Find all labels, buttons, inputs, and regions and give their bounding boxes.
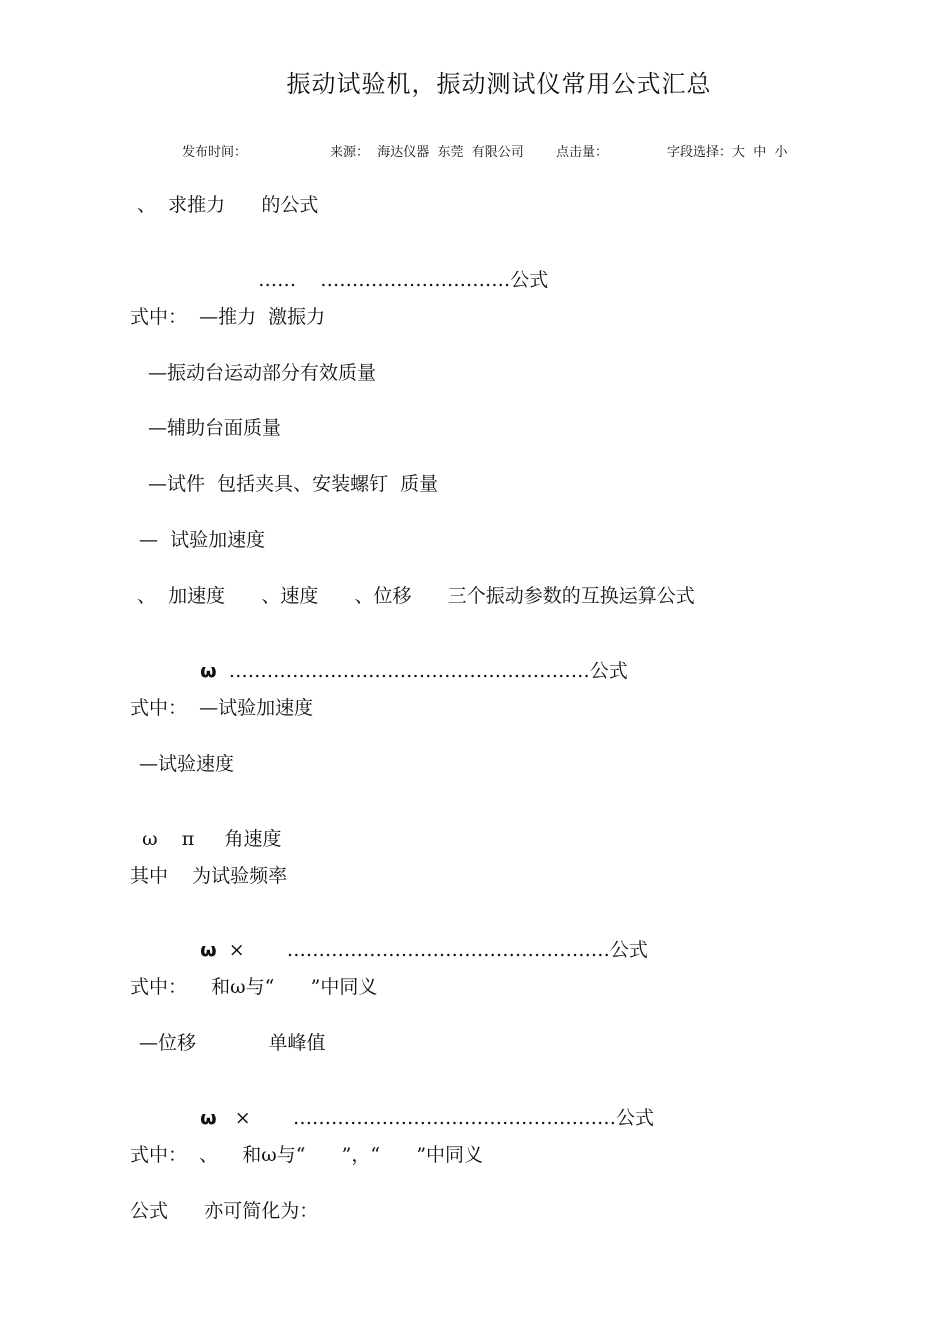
angular-velocity-label: 角速度 (224, 828, 282, 850)
font-size-selector[interactable]: 字段选择：大 中 小 (667, 145, 788, 160)
text-line: 其中 为试验频率 (130, 865, 288, 887)
pi-symbol: π (181, 828, 195, 850)
page-title: 振动试验机，振动测试仪常用公式汇总 (286, 70, 712, 98)
section-heading-thrust: 、 求推力 的公式 (137, 194, 319, 216)
text-line: —试验速度 (139, 753, 235, 775)
text-line: 式中： 和ω与“ ”中同义 (130, 976, 378, 998)
angular-velocity-line (130, 811, 281, 849)
times-symbol: × (228, 939, 245, 961)
formula-dots: ………………………………………………… (228, 660, 590, 682)
times-symbol: × (234, 1107, 251, 1129)
clicks-label: 点击量： (556, 145, 609, 160)
source-label: 来源： 海达仪器 东莞 有限公司 (330, 145, 524, 160)
text-line: —振动台运动部分有效质量 (148, 362, 377, 384)
formula-dots: …… ………………………… (258, 269, 511, 291)
formula-2 (188, 643, 628, 681)
publish-time-label: 发布时间： (182, 145, 248, 160)
text-line: 式中： —推力 激振力 (130, 306, 326, 328)
formula-label: 公式 (589, 660, 628, 682)
formula-dots: …………………………………………… (286, 939, 610, 961)
omega-symbol: ω (200, 939, 217, 961)
formula-4 (188, 1090, 654, 1128)
text-line: 式中： —试验加速度 (130, 697, 314, 719)
formula-label: 公式 (510, 269, 549, 291)
formula-3 (188, 922, 648, 960)
section-heading-conversion: 、 加速度 、速度 、位移 三个振动参数的互换运算公式 (137, 585, 695, 607)
text-line: —位移 单峰值 (139, 1032, 326, 1054)
text-line: — 试验加速度 (139, 529, 266, 551)
formula-label: 公式 (615, 1107, 654, 1129)
text-line: —试件 包括夹具、安装螺钉 质量 (148, 473, 439, 495)
text-line: 式中： 、 和ω与“ ”，“ ”中同义 (130, 1144, 484, 1166)
omega-symbol: ω (200, 660, 217, 682)
text-line: 公式 亦可简化为： (130, 1200, 319, 1222)
omega-symbol: ω (142, 828, 158, 850)
formula-dots: …………………………………………… (292, 1107, 616, 1129)
omega-symbol: ω (200, 1107, 217, 1129)
formula-label: 公式 (609, 939, 648, 961)
text-line: —辅助台面质量 (148, 417, 282, 439)
formula-1 (246, 252, 548, 290)
